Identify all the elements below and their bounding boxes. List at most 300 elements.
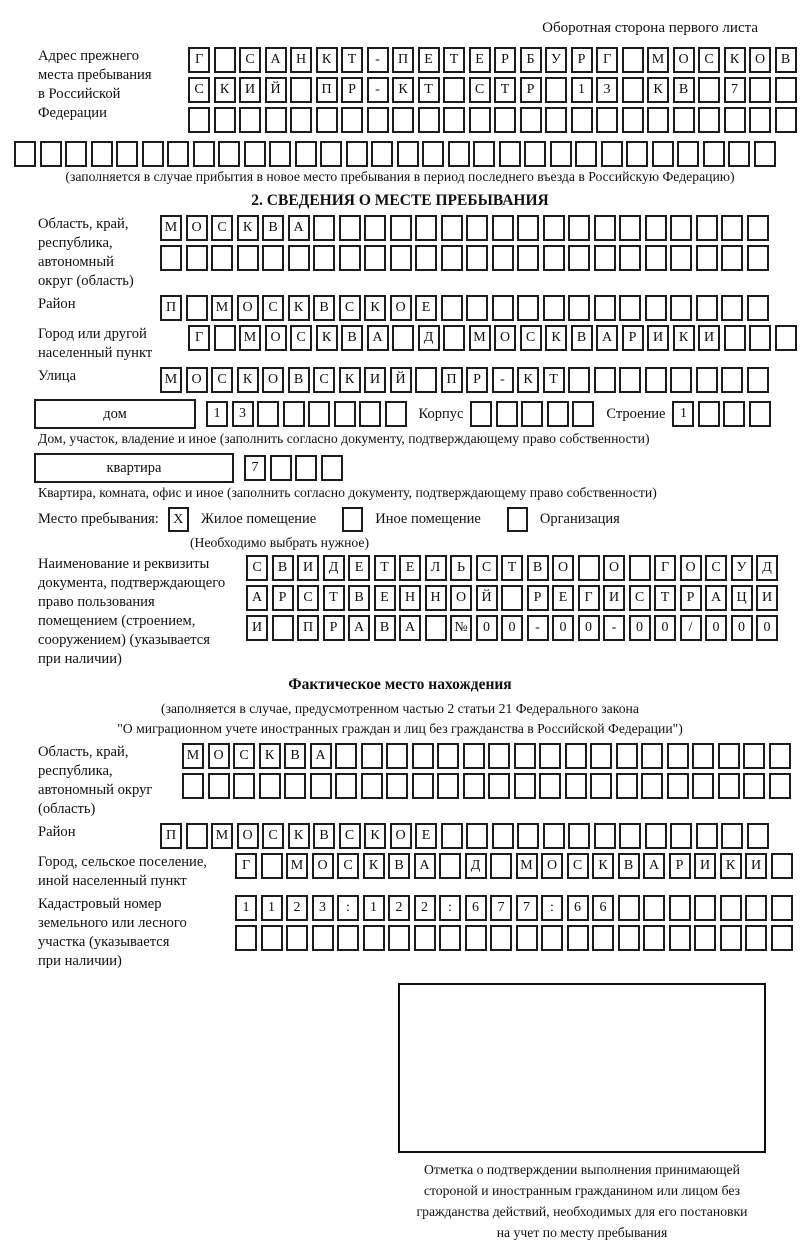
city-label [38, 325, 188, 363]
char-cell [720, 925, 742, 951]
char-cell: 1 [672, 401, 694, 427]
char-cell: О [237, 295, 259, 321]
char-cell [501, 585, 523, 611]
label-line: при наличии) [38, 953, 122, 969]
char-cell [568, 295, 590, 321]
char-cell [261, 925, 283, 951]
char-cell: А [367, 325, 389, 351]
char-cell: В [272, 555, 294, 581]
char-cell [594, 367, 616, 393]
char-cell [616, 743, 638, 769]
char-cell [747, 245, 769, 271]
char-cell: В [673, 77, 695, 103]
cadastre-rows [235, 895, 793, 955]
char-cell: А [399, 615, 421, 641]
char-cell [568, 367, 590, 393]
char-cell: К [517, 367, 539, 393]
char-cell [214, 107, 236, 133]
label-line: иной населенный пункт [38, 873, 187, 889]
char-cell [619, 823, 641, 849]
char-cell: С [698, 47, 720, 73]
checkbox-residential: X [168, 507, 189, 532]
char-cell: 0 [731, 615, 753, 641]
char-cell: О [541, 853, 563, 879]
char-cell: М [239, 325, 261, 351]
char-cell [645, 823, 667, 849]
char-cell: - [367, 77, 389, 103]
label-line: округ (область) [38, 273, 134, 289]
actual-city-row [235, 853, 793, 879]
char-cell [616, 773, 638, 799]
char-cell [618, 925, 640, 951]
char-cell [696, 245, 718, 271]
char-cell [371, 141, 393, 167]
house-field-label: дом [34, 399, 196, 429]
char-cell: 7 [490, 895, 512, 921]
char-cell [186, 245, 208, 271]
char-cell: 0 [578, 615, 600, 641]
char-cell: В [313, 823, 335, 849]
char-cell: Т [543, 367, 565, 393]
char-cell: 2 [388, 895, 410, 921]
char-cell: С [233, 743, 255, 769]
char-cell: С [476, 555, 498, 581]
char-cell: Р [520, 77, 542, 103]
char-cell [670, 367, 692, 393]
char-cell [214, 325, 236, 351]
char-cell [724, 325, 746, 351]
char-cell [724, 107, 746, 133]
char-cell: О [186, 367, 208, 393]
char-cell [437, 773, 459, 799]
char-cell [473, 141, 495, 167]
char-cell: П [441, 367, 463, 393]
char-cell [594, 295, 616, 321]
char-cell [359, 401, 381, 427]
char-cell: О [390, 295, 412, 321]
char-cell [397, 141, 419, 167]
char-cell [265, 107, 287, 133]
char-cell [470, 401, 492, 427]
char-cell [492, 295, 514, 321]
street-block [38, 367, 800, 393]
char-cell: № [450, 615, 472, 641]
char-cell [543, 823, 565, 849]
char-cell: В [262, 215, 284, 241]
stamp-caption [398, 1159, 766, 1243]
char-cell [283, 401, 305, 427]
char-cell: Б [520, 47, 542, 73]
char-cell: М [647, 47, 669, 73]
document-row-2 [246, 585, 778, 611]
char-cell: 2 [286, 895, 308, 921]
char-cell [439, 925, 461, 951]
char-cell [541, 925, 563, 951]
char-cell [643, 895, 665, 921]
option-organization-label: Организация [539, 511, 620, 527]
char-cell [182, 773, 204, 799]
label-line: при наличии) [38, 651, 122, 667]
char-cell [670, 245, 692, 271]
char-cell: - [603, 615, 625, 641]
char-cell [670, 215, 692, 241]
char-cell [696, 215, 718, 241]
char-cell: Г [654, 555, 676, 581]
char-cell [645, 295, 667, 321]
char-cell [295, 141, 317, 167]
actual-city-label [38, 853, 235, 891]
district-block [38, 295, 800, 321]
char-cell: К [288, 295, 310, 321]
house-note: Дом, участок, владение и иное (заполнить согласно документу, подтверждающему право собственности) [38, 431, 650, 446]
char-cell [244, 141, 266, 167]
char-cell: / [680, 615, 702, 641]
char-cell: 7 [516, 895, 538, 921]
document-label [38, 555, 246, 669]
char-cell [437, 743, 459, 769]
char-cell [517, 823, 539, 849]
char-cell: А [265, 47, 287, 73]
char-cell [543, 245, 565, 271]
actual-location-title: Фактическое место нахождения [288, 676, 512, 693]
char-cell: К [316, 325, 338, 351]
apartment-row [34, 453, 800, 483]
char-cell [443, 77, 465, 103]
street-row [160, 367, 769, 393]
apartment-note: Квартира, комната, офис и иное (заполнить согласно документу, подтверждающему право собственности) [38, 485, 657, 500]
char-cell: Т [654, 585, 676, 611]
checkbox-organization [507, 507, 528, 532]
char-cell: 3 [232, 401, 254, 427]
char-cell: 6 [465, 895, 487, 921]
char-cell [565, 743, 587, 769]
char-cell: Н [425, 585, 447, 611]
char-cell [295, 455, 317, 481]
char-cell: 1 [206, 401, 228, 427]
label-line: Федерации [38, 105, 107, 121]
char-cell [543, 295, 565, 321]
char-cell: М [182, 743, 204, 769]
char-cell: Г [188, 325, 210, 351]
char-cell: А [414, 853, 436, 879]
apartment-cells [244, 455, 343, 481]
char-cell [386, 743, 408, 769]
char-cell: Е [415, 823, 437, 849]
char-cell: В [374, 615, 396, 641]
char-cell: С [262, 823, 284, 849]
char-cell [167, 141, 189, 167]
char-cell [771, 925, 793, 951]
label-line: Город или другой [38, 326, 147, 342]
char-cell: Т [374, 555, 396, 581]
char-cell [308, 401, 330, 427]
char-cell [645, 367, 667, 393]
char-cell: О [237, 823, 259, 849]
char-cell [568, 823, 590, 849]
char-cell [718, 773, 740, 799]
char-cell [749, 401, 771, 427]
apartment-field-label: квартира [34, 453, 234, 483]
char-cell [337, 925, 359, 951]
char-cell [341, 107, 363, 133]
char-cell: О [265, 325, 287, 351]
char-cell: Й [265, 77, 287, 103]
option-other-premises-label: Иное помещение [375, 511, 481, 527]
char-cell [723, 401, 745, 427]
char-cell: К [339, 367, 361, 393]
char-cell: О [680, 555, 702, 581]
char-cell: Р [272, 585, 294, 611]
char-cell: В [571, 325, 593, 351]
char-cell [521, 401, 543, 427]
char-cell [626, 141, 648, 167]
char-cell [466, 215, 488, 241]
char-cell: Т [341, 47, 363, 73]
char-cell: И [239, 77, 261, 103]
char-cell [441, 295, 463, 321]
char-cell [721, 215, 743, 241]
char-cell: : [337, 895, 359, 921]
char-cell [747, 295, 769, 321]
char-cell [652, 141, 674, 167]
char-cell [142, 141, 164, 167]
char-cell [412, 773, 434, 799]
char-cell: Е [374, 585, 396, 611]
char-cell [490, 925, 512, 951]
char-cell [14, 141, 36, 167]
label-line: республика, [38, 235, 113, 251]
char-cell: Р [669, 853, 691, 879]
char-cell [749, 107, 771, 133]
char-cell [466, 823, 488, 849]
char-cell: В [388, 853, 410, 879]
char-cell: М [211, 295, 233, 321]
label-line: "О миграционном учете иностранных граждан и лиц без гражданства в Российской Федерации") [117, 721, 683, 736]
char-cell [412, 743, 434, 769]
char-cell [721, 823, 743, 849]
char-cell: Т [323, 585, 345, 611]
char-cell [516, 925, 538, 951]
char-cell: 0 [654, 615, 676, 641]
char-cell [334, 401, 356, 427]
char-cell [596, 107, 618, 133]
char-cell: А [596, 325, 618, 351]
char-cell: И [297, 555, 319, 581]
char-cell [622, 107, 644, 133]
char-cell: - [527, 615, 549, 641]
char-cell: А [705, 585, 727, 611]
char-cell [313, 245, 335, 271]
char-cell [469, 107, 491, 133]
char-cell: Е [399, 555, 421, 581]
char-cell [310, 773, 332, 799]
prev-address-row-4 [14, 141, 800, 167]
char-cell [694, 895, 716, 921]
label-line: (область) [38, 801, 96, 817]
char-cell [670, 823, 692, 849]
label-line: сооружением) (указывается [38, 632, 210, 648]
char-cell [160, 245, 182, 271]
char-cell [545, 107, 567, 133]
char-cell [592, 925, 614, 951]
char-cell [448, 141, 470, 167]
char-cell: Т [501, 555, 523, 581]
label-line: право пользования [38, 594, 155, 610]
char-cell [262, 245, 284, 271]
char-cell [575, 141, 597, 167]
korpus-cells [470, 401, 594, 427]
char-cell: П [392, 47, 414, 73]
char-cell [367, 107, 389, 133]
char-cell [392, 325, 414, 351]
char-cell [703, 141, 725, 167]
document-row-1 [246, 555, 778, 581]
char-cell: О [186, 215, 208, 241]
char-cell [335, 773, 357, 799]
char-cell: Г [188, 47, 210, 73]
char-cell: К [237, 367, 259, 393]
char-cell: Р [323, 615, 345, 641]
char-cell [214, 47, 236, 73]
document-rows [246, 555, 778, 645]
char-cell: С [313, 367, 335, 393]
char-cell: К [592, 853, 614, 879]
char-cell [259, 773, 281, 799]
char-cell [747, 215, 769, 241]
char-cell [514, 743, 536, 769]
char-cell [239, 107, 261, 133]
char-cell: 1 [261, 895, 283, 921]
char-cell: И [364, 367, 386, 393]
prev-address-label [38, 47, 188, 123]
label-line: земельного или лесного [38, 915, 187, 931]
char-cell: 2 [414, 895, 436, 921]
char-cell [361, 773, 383, 799]
char-cell: Р [466, 367, 488, 393]
char-cell: Г [235, 853, 257, 879]
char-cell [571, 107, 593, 133]
char-cell: Н [399, 585, 421, 611]
char-cell: А [310, 743, 332, 769]
char-cell: С [262, 295, 284, 321]
char-cell: У [545, 47, 567, 73]
char-cell: И [694, 853, 716, 879]
label-line: документа, подтверждающего [38, 575, 226, 591]
char-cell [692, 773, 714, 799]
city-block [38, 325, 800, 363]
stay-type-note: (Необходимо выбрать нужное) [190, 535, 370, 550]
label-line: Наименование и реквизиты [38, 556, 210, 572]
district-label: Район [38, 296, 76, 312]
actual-region-block [38, 743, 800, 819]
char-cell [386, 773, 408, 799]
char-cell: К [647, 77, 669, 103]
char-cell [499, 141, 521, 167]
char-cell [696, 823, 718, 849]
char-cell [728, 141, 750, 167]
char-cell [572, 401, 594, 427]
char-cell [439, 853, 461, 879]
char-cell: Р [622, 325, 644, 351]
char-cell [539, 743, 561, 769]
char-cell: Т [443, 47, 465, 73]
char-cell [673, 107, 695, 133]
char-cell [272, 615, 294, 641]
label-line: автономный округ [38, 782, 153, 798]
char-cell: 0 [629, 615, 651, 641]
actual-district-row [160, 823, 769, 849]
char-cell [385, 401, 407, 427]
char-cell: К [237, 215, 259, 241]
char-cell: П [316, 77, 338, 103]
label-line: в Российской [38, 86, 121, 102]
char-cell [418, 107, 440, 133]
char-cell [645, 215, 667, 241]
char-cell [288, 245, 310, 271]
char-cell: Ц [731, 585, 753, 611]
char-cell [415, 367, 437, 393]
char-cell [339, 215, 361, 241]
char-cell [414, 925, 436, 951]
actual-region-rows [182, 743, 791, 803]
char-cell: Е [552, 585, 574, 611]
char-cell [65, 141, 87, 167]
char-cell: 0 [501, 615, 523, 641]
char-cell [40, 141, 62, 167]
char-cell [364, 245, 386, 271]
char-cell [321, 455, 343, 481]
char-cell: Т [418, 77, 440, 103]
char-cell [492, 823, 514, 849]
char-cell [494, 107, 516, 133]
char-cell: К [214, 77, 236, 103]
char-cell [441, 823, 463, 849]
char-cell [721, 245, 743, 271]
cadastre-row-1 [235, 895, 793, 921]
char-cell [594, 245, 616, 271]
char-cell [463, 773, 485, 799]
char-cell: Е [418, 47, 440, 73]
page-side-note: Оборотная сторона первого листа [542, 20, 758, 36]
char-cell: Й [476, 585, 498, 611]
char-cell [745, 895, 767, 921]
char-cell [698, 107, 720, 133]
char-cell [550, 141, 572, 167]
char-cell [568, 245, 590, 271]
char-cell: Е [348, 555, 370, 581]
char-cell [361, 743, 383, 769]
char-cell [721, 295, 743, 321]
char-cell: В [341, 325, 363, 351]
house-row [34, 399, 800, 429]
char-cell [698, 77, 720, 103]
char-cell [492, 245, 514, 271]
region-row-1 [160, 215, 769, 241]
char-cell: К [392, 77, 414, 103]
char-cell [747, 367, 769, 393]
char-cell [312, 925, 334, 951]
char-cell [235, 925, 257, 951]
char-cell: С [339, 295, 361, 321]
actual-region-label [38, 743, 182, 819]
char-cell: 6 [592, 895, 614, 921]
char-cell: К [364, 295, 386, 321]
prev-address-block [38, 47, 800, 137]
char-cell [694, 925, 716, 951]
stroenie-label: Строение [606, 405, 666, 422]
label-line: Отметка о подтверждении выполнения принимающей [424, 1162, 740, 1177]
char-cell [517, 295, 539, 321]
